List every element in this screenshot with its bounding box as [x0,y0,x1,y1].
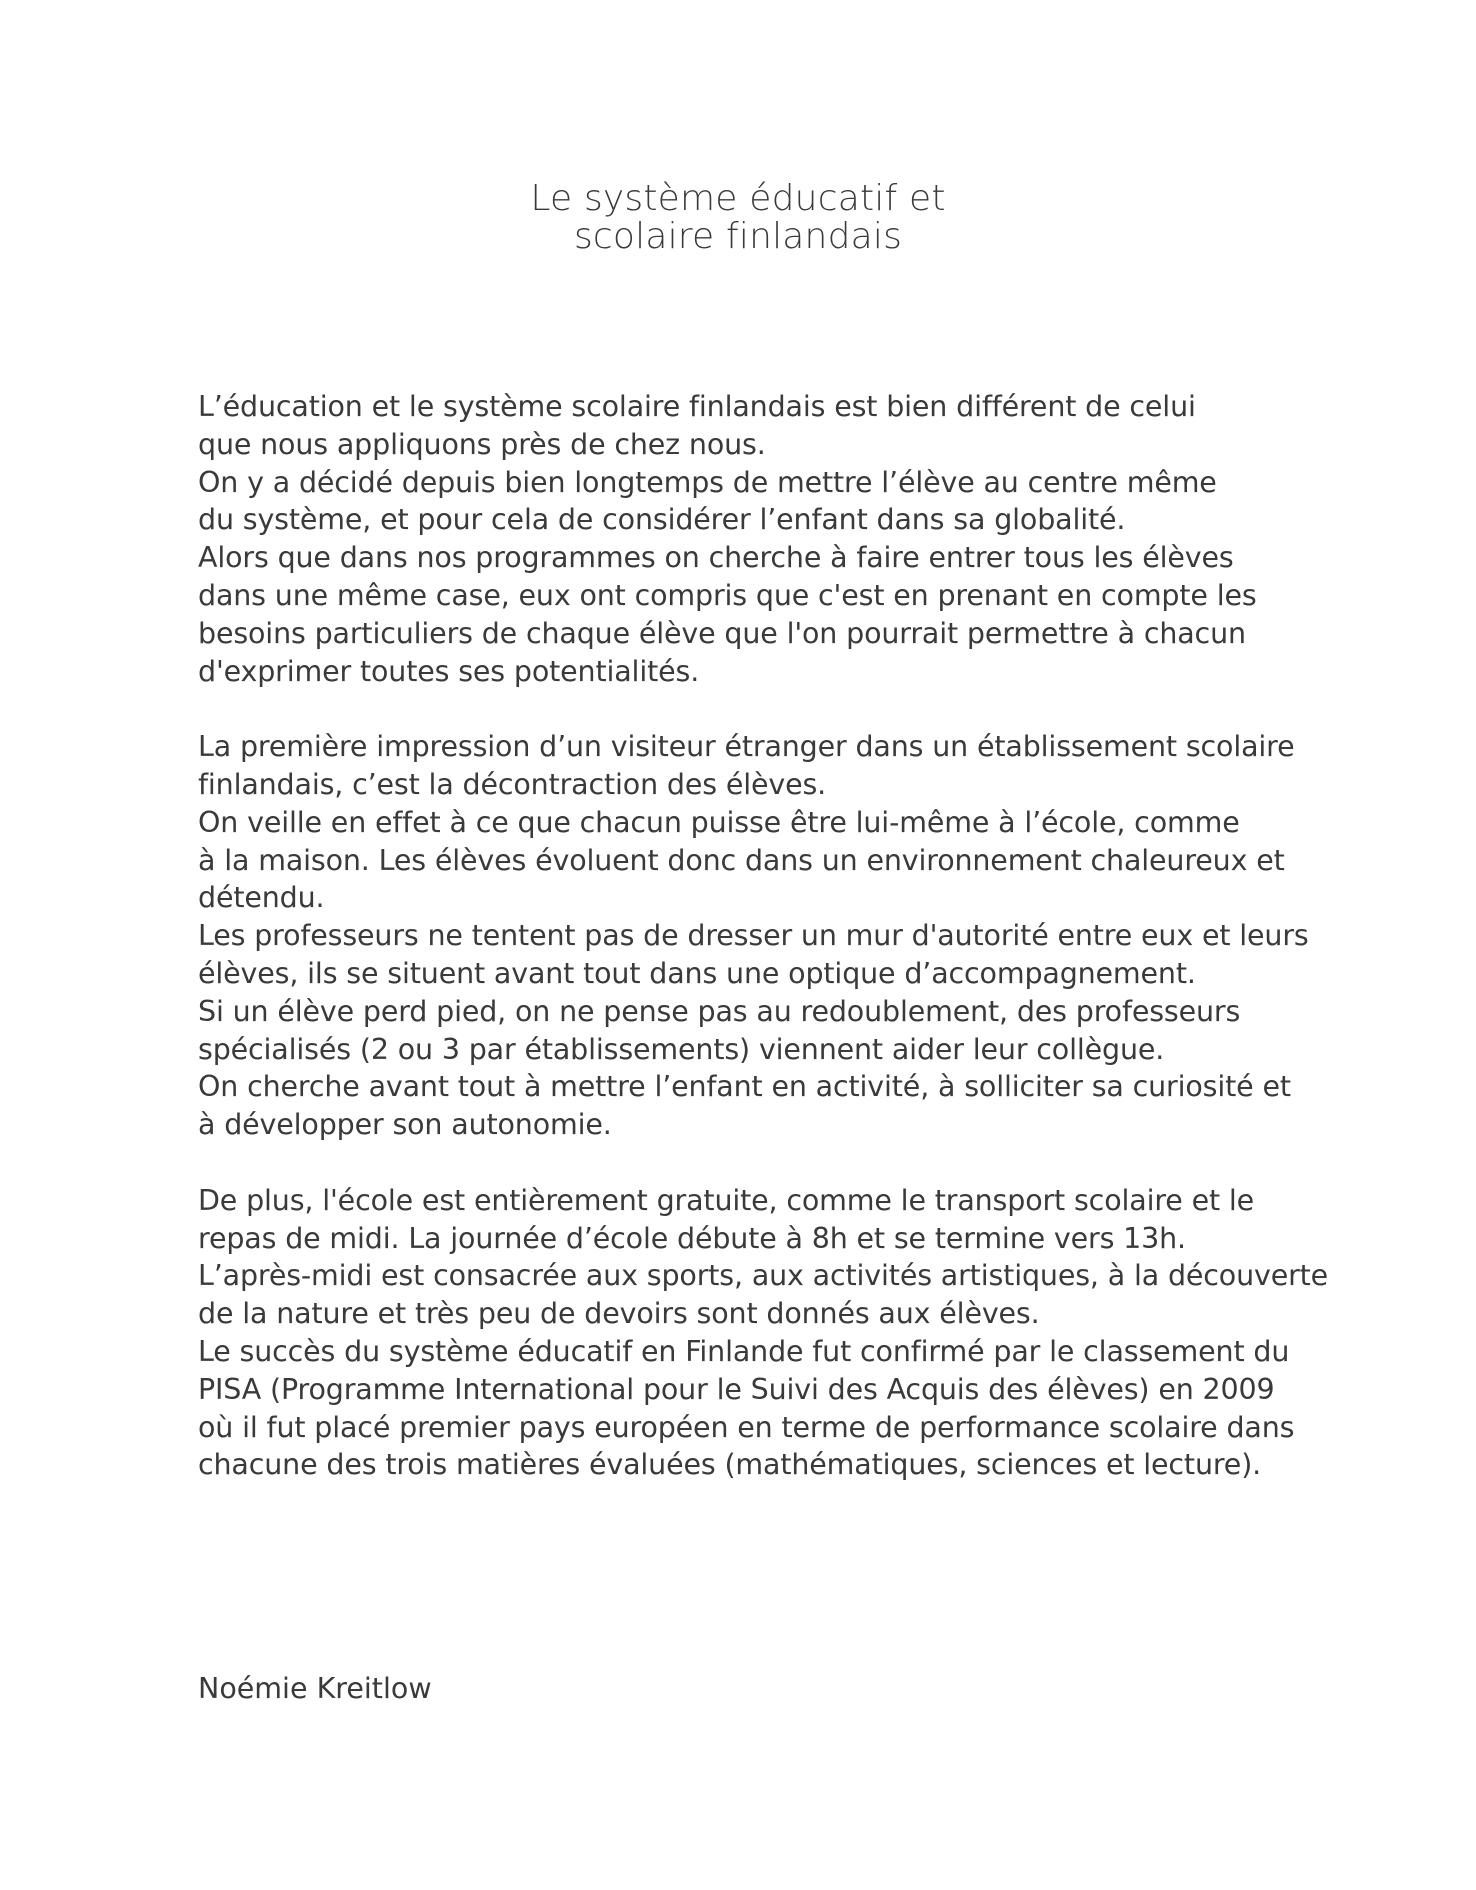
text-line: repas de midi. La journée d’école débute à 8h et se termine vers 13h. [198,1221,1186,1255]
text-line: du système, et pour cela de considérer l’enfant dans sa globalité. [198,503,1126,537]
text-line: De plus, l'école est entièrement gratuite, comme le transport scolaire et le [198,1183,1255,1217]
paragraph-3 [198,1182,1378,1484]
document-body [198,388,1378,1484]
text-line: PISA (Programme International pour le Suivi des Acquis des élèves) en 2009 [198,1372,1275,1406]
title-line: Le système éducatif et [530,178,946,219]
paragraph-gap [198,1144,1378,1182]
text-line: On cherche avant tout à mettre l’enfant en activité, à solliciter sa curiosité et [198,1070,1291,1104]
text-line: spécialisés (2 ou 3 par établissements) viennent aider leur collègue. [198,1032,1165,1066]
text-line: à la maison. Les élèves évoluent donc dans un environnement chaleureux et [198,843,1285,877]
text-line: dans une même case, eux ont compris que c'est en prenant en compte les [198,578,1257,612]
document-title [0,180,1476,256]
text-line: à développer son autonomie. [198,1108,612,1142]
text-line: de la nature et très peu de devoirs sont donnés aux élèves. [198,1297,1040,1331]
text-line: Si un élève perd pied, on ne pense pas au redoublement, des professeurs [198,994,1241,1028]
text-line: où il fut placé premier pays européen en terme de performance scolaire dans [198,1410,1295,1444]
paragraph-1 [198,388,1378,690]
text-line: La première impression d’un visiteur étranger dans un établissement scolaire [198,730,1295,764]
paragraph-2 [198,728,1378,1144]
text-line: d'exprimer toutes ses potentialités. [198,654,700,688]
author-name: Noémie Kreitlow [198,1672,432,1705]
text-line: élèves, ils se situent avant tout dans une optique d’accompagnement. [198,956,1196,990]
paragraph-gap [198,690,1378,728]
text-line: L’après-midi est consacrée aux sports, aux activités artistiques, à la découverte [198,1259,1329,1293]
text-line: Les professeurs ne tentent pas de dresser un mur d'autorité entre eux et leurs [198,919,1309,953]
text-line: que nous appliquons près de chez nous. [198,427,766,461]
text-line: L’éducation et le système scolaire finlandais est bien différent de celui [198,390,1196,423]
text-line: détendu. [198,881,325,915]
text-line: Le succès du système éducatif en Finlande fut confirmé par le classement du [198,1334,1290,1368]
text-line: besoins particuliers de chaque élève que l'on pourrait permettre à chacun [198,616,1246,650]
text-line: On y a décidé depuis bien longtemps de mettre l’élève au centre même [198,465,1217,499]
text-line: On veille en effet à ce que chacun puisse être lui-même à l’école, comme [198,805,1240,839]
text-line: chacune des trois matières évaluées (mathématiques, sciences et lecture). [198,1448,1262,1482]
text-line: Alors que dans nos programmes on cherche à faire entrer tous les élèves [198,541,1234,575]
text-line: finlandais, c’est la décontraction des élèves. [198,767,827,801]
title-line: scolaire finlandais [573,216,903,257]
